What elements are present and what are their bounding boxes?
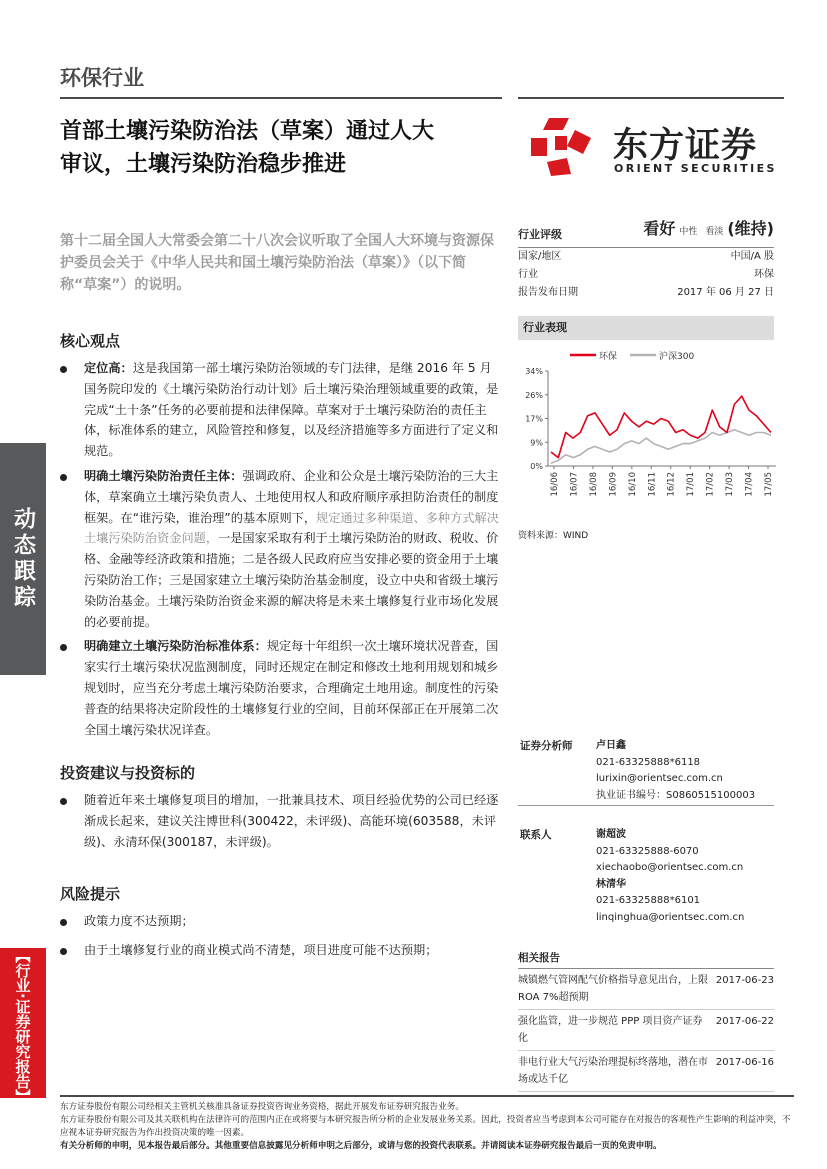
- list-item[interactable]: [518, 1051, 774, 1092]
- bullet-text: 随着近年来土壤修复项目的增加，一批兼具技术、项目经验优势的公司已经逐渐成长起来，建议关注博世科(300422，未评级)、高能环境(603588，未评级)、永清环保(300187，未评级)。: [84, 793, 499, 849]
- x-tick-label: 17/03: [725, 472, 736, 497]
- core-view-title: 核心观点: [60, 332, 121, 350]
- legend-label: 沪深300: [659, 352, 695, 362]
- related-reports: [518, 950, 774, 1092]
- row-value: 中国/A 股: [730, 251, 774, 262]
- rating-good: 看好: [643, 219, 676, 238]
- risk-title: 风险提示: [60, 885, 121, 903]
- row-label: 国家/地区: [518, 251, 562, 262]
- rating-neutral: 中性: [679, 227, 698, 237]
- contact-name-1: 谢超波: [596, 829, 626, 840]
- x-tick-label: 16/06: [550, 472, 560, 497]
- analyst-divider: [518, 805, 774, 806]
- y-tick-label: 0%: [530, 462, 543, 471]
- list-item: [60, 636, 500, 740]
- side-report-type: 【行业·证券研究报告】: [0, 948, 46, 1098]
- rating-value: [643, 220, 774, 241]
- series-line: [551, 396, 771, 458]
- contact-info: [596, 827, 744, 926]
- side-tab-label: 动态跟踪: [0, 443, 46, 675]
- bullet-bold: 明确土壤污染防治责任主体：: [84, 468, 243, 483]
- bullet-text: 由于土壤修复行业的商业模式尚不清楚，项目进度可能不达预期；: [84, 942, 438, 957]
- header-divider-left: [60, 97, 502, 99]
- abstract: 第十二届全国人大常委会第二十八次会议听取了全国人大环境与资源保护委员会关于《中华人民共和国土壤污染防治法（草案）》（以下简称“草案”）的说明。: [60, 233, 494, 293]
- rating-table: [518, 220, 774, 302]
- title-line-2: 审议，土壤污染防治稳步推进: [60, 152, 347, 177]
- bullet-text: 规定每十年组织一次土壤环境状况普查，国家实行土壤污染状况监测制度，同时还规定在制定和修改土地利用规划和城乡规划时，应当充分考虑土壤污染防治要求，合理确定土地用途。制度性的污染普查的结果将决定阶段性的土壤修复行业的空间，目前环保部正在开展第二次全国土壤污染状况详查。: [84, 639, 499, 737]
- y-tick-label: 26%: [525, 390, 543, 400]
- contact-phone-2: 021-63325888*6101: [596, 895, 701, 906]
- rating-bad: 看淡: [705, 227, 724, 237]
- x-tick-label: 17/02: [705, 472, 716, 497]
- contact-name-2: 林清华: [596, 878, 626, 890]
- contact-label: 联系人: [520, 829, 552, 841]
- list-item: [60, 358, 500, 462]
- analyst-block: [518, 738, 780, 808]
- x-tick-label: 17/05: [764, 472, 774, 497]
- table-row: [518, 266, 774, 284]
- company-logo: [527, 116, 787, 178]
- title-line-1: 首部土壤污染防治法（草案）通过人大: [60, 119, 435, 144]
- x-tick-label: 16/11: [647, 472, 658, 497]
- logo-mark-icon: [527, 116, 597, 178]
- risk-bullets: [60, 911, 500, 965]
- core-view-bullets: [60, 358, 500, 744]
- bullet-text-grey: 规定通过多种渠道、多种方式解决土壤污染防治资金问题，: [84, 510, 499, 546]
- rating-status: (维持): [727, 219, 774, 238]
- x-tick-label: 16/09: [608, 472, 619, 497]
- x-tick-label: 17/01: [686, 472, 697, 497]
- industry-heading: 环保行业: [60, 66, 144, 90]
- x-tick-label: 16/07: [569, 472, 580, 497]
- bullet-icon: [60, 948, 67, 955]
- invest-bullets: [60, 790, 500, 856]
- related-item-date: 2017-06-16: [715, 1057, 774, 1068]
- bullet-icon: [60, 798, 67, 805]
- related-item-date: 2017-06-23: [715, 975, 774, 986]
- chart-header: 行业表现: [518, 316, 774, 340]
- list-item: [60, 911, 500, 932]
- y-tick-label: 9%: [530, 438, 543, 448]
- list-item[interactable]: [518, 969, 774, 1010]
- legend-label: 环保: [599, 352, 618, 362]
- bullet-text: 强调政府、企业和公众是土壤污染防治的三大主体，草案确立土壤污染负责人、土地使用权人和政府顺序承担防治责任的制度框架。在“谁污染，谁治理”的基本原则下，: [84, 468, 499, 525]
- contact-email-2: linqinghua@orientsec.com.cn: [596, 911, 745, 923]
- x-tick-label: 16/08: [588, 472, 599, 497]
- disclaimer-footer: [60, 1095, 794, 1153]
- y-tick-label: 34%: [525, 367, 543, 376]
- footer-line-1: 东方证券股份有限公司经相关主管机关核准具备证券投资咨询业务资格，据此开展发布证券研究报告业务。: [60, 1102, 464, 1112]
- invest-title: 投资建议与投资标的: [60, 764, 196, 782]
- bullet-text: 这是我国第一部土壤污染防治领域的专门法律，是继 2016 年 5 月国务院印发的《土壤污染防治行动计划》后土壤污染治理领域重要的政策，是完成“土十条”任务的必要前提和法律保障。草案对于土壤污染防治的责任主体，标准体系的建立，风险管控和修复，以及经济措施等多方面进行了定义和规范。: [84, 361, 499, 459]
- related-title: 相关报告: [518, 950, 774, 969]
- x-tick-label: 16/10: [627, 472, 638, 497]
- bullet-icon: [60, 366, 67, 373]
- list-item[interactable]: [518, 1010, 774, 1051]
- table-row: [518, 284, 774, 302]
- contact-phone-1: 021-63325888-6070: [596, 845, 699, 857]
- series-line: [551, 430, 771, 464]
- analyst-label: 证券分析师: [520, 740, 573, 752]
- report-title: [60, 115, 510, 181]
- logo-text-cn: 东方证券: [613, 126, 758, 166]
- table-row: [518, 248, 774, 266]
- contact-email-1: xiechaobo@orientsec.com.cn: [596, 862, 744, 873]
- rating-label: 行业评级: [518, 228, 562, 241]
- bullet-icon: [60, 644, 67, 651]
- row-label: 行业: [518, 269, 538, 280]
- row-label: 报告发布日期: [518, 287, 578, 298]
- related-item-date: 2017-06-22: [715, 1016, 774, 1027]
- footer-line-3: 有关分析师的申明，见本报告最后部分。其他重要信息披露见分析师申明之后部分，或请与您的投资代表联系。并请阅读本证券研究报告最后一页的免责申明。: [60, 1141, 662, 1151]
- header-divider-right: [518, 97, 784, 99]
- logo-text-en: ORIENT SECURITIES: [614, 162, 777, 175]
- bullet-icon: [60, 919, 67, 926]
- bullet-text: 政策力度不达预期；: [84, 914, 194, 928]
- analyst-email: lurixin@orientsec.com.cn: [596, 773, 723, 784]
- bullet-icon: [60, 474, 67, 481]
- related-item-title[interactable]: 城镇燃气管网配气价格指导意见出台，上限 ROA 7%超预期: [518, 975, 708, 1003]
- list-item: [60, 466, 500, 632]
- bullet-text: 一是国家采取有利于土壤污染防治的财政、税收、价格、金融等经济政策和措施；二是各级人民政府应当安排必要的资金用于土壤污染防治工作；三是国家建立土壤污染防治基金制度，设立中央和省级土壤污染防治基金。土壤污染防治资金来源的解决将是未来土壤修复行业市场化发展的必要前提。: [84, 531, 499, 629]
- bullet-bold: 明确建立土壤污染防治标准体系：: [84, 639, 267, 654]
- rating-header-row: [518, 220, 774, 248]
- chart-source: 资料来源：WIND: [518, 531, 589, 541]
- x-tick-label: 16/12: [666, 472, 677, 497]
- analyst-phone: 021-63325888*6118: [596, 756, 701, 768]
- list-item: [60, 790, 500, 852]
- performance-chart: [518, 343, 780, 518]
- list-item: [60, 940, 500, 961]
- related-item-title[interactable]: 非电行业大气污染治理提标终落地，潜在市场或达千亿: [518, 1057, 708, 1085]
- analyst-info: [596, 738, 755, 804]
- bullet-bold: 定位高：: [84, 361, 133, 375]
- related-item-title[interactable]: 强化监管，进一步规范 PPP 项目资产证券化: [518, 1016, 703, 1044]
- analyst-cert: 执业证书编号：S0860515100003: [596, 789, 756, 801]
- row-value: 2017 年 06 月 27 日: [677, 287, 774, 298]
- footer-line-2: 东方证券股份有限公司及其关联机构在法律许可的范围内正在或将要与本研究报告所分析的企业发展业务关系。因此，投资者应当考虑到本公司可能存在对报告的客观性产生影响的利益冲突，不应视本证券研究报告为作出投资决策的唯一因素。: [60, 1115, 791, 1138]
- contact-block: [518, 827, 780, 937]
- y-tick-label: 17%: [525, 414, 543, 424]
- row-value: 环保: [754, 269, 774, 280]
- analyst-name: 卢日鑫: [596, 740, 626, 751]
- x-tick-label: 17/04: [744, 472, 755, 497]
